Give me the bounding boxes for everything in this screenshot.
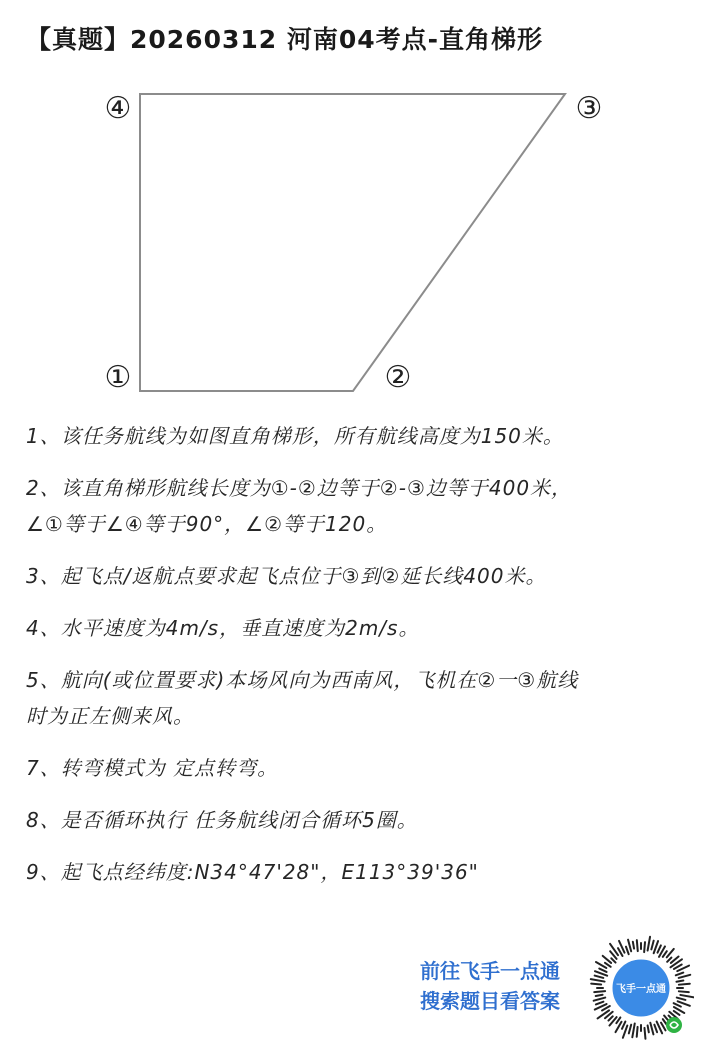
list-item: 3、起飞点/返航点要求起飞点位于③到②延长线400米。 <box>26 564 547 588</box>
vertex-label-4 <box>105 91 132 126</box>
mini-program-qr-code[interactable] <box>588 935 694 1041</box>
trapezoid-diagram <box>0 0 707 410</box>
vertex-label-2 <box>385 360 412 395</box>
footer-line-2: 搜索题目看答案 <box>420 989 560 1013</box>
trapezoid-shape <box>140 94 565 391</box>
mini-program-logo-icon <box>666 1017 682 1033</box>
vertex-label-3 <box>576 91 603 126</box>
footer-line-1: 前往飞手一点通 <box>420 959 560 983</box>
vertex-label-1 <box>105 360 132 395</box>
list-item: 5、航向(或位置要求)本场风向为西南风，飞机在②一③航线 时为正左侧来风。 <box>26 668 579 728</box>
list-item: 8、是否循环执行 任务航线闭合循环5圈。 <box>26 808 418 832</box>
list-item: 2、该直角梯形航线长度为①-②边等于②-③边等于400米， ∠①等于∠④等于90°，∠②等于120。 <box>26 476 573 536</box>
page-title: 【真题】20260312 河南04考点-直角梯形 <box>26 25 544 54</box>
requirements-list <box>26 418 686 906</box>
svg-text:④: ④ <box>104 91 132 126</box>
svg-text:③: ③ <box>575 91 603 126</box>
svg-text:②: ② <box>384 360 412 395</box>
list-item: 1、该任务航线为如图直角梯形，所有航线高度为150米。 <box>26 424 564 448</box>
qr-badge-label: 飞手一点通 <box>616 984 666 995</box>
footer-promo <box>420 956 560 1016</box>
list-item: 7、转弯模式为 定点转弯。 <box>26 756 279 780</box>
svg-text:①: ① <box>104 360 132 395</box>
list-item: 9、起飞点经纬度:N34°47'28"，E113°39'36" <box>26 860 479 884</box>
list-item: 4、水平速度为4m/s，垂直速度为2m/s。 <box>26 616 420 640</box>
